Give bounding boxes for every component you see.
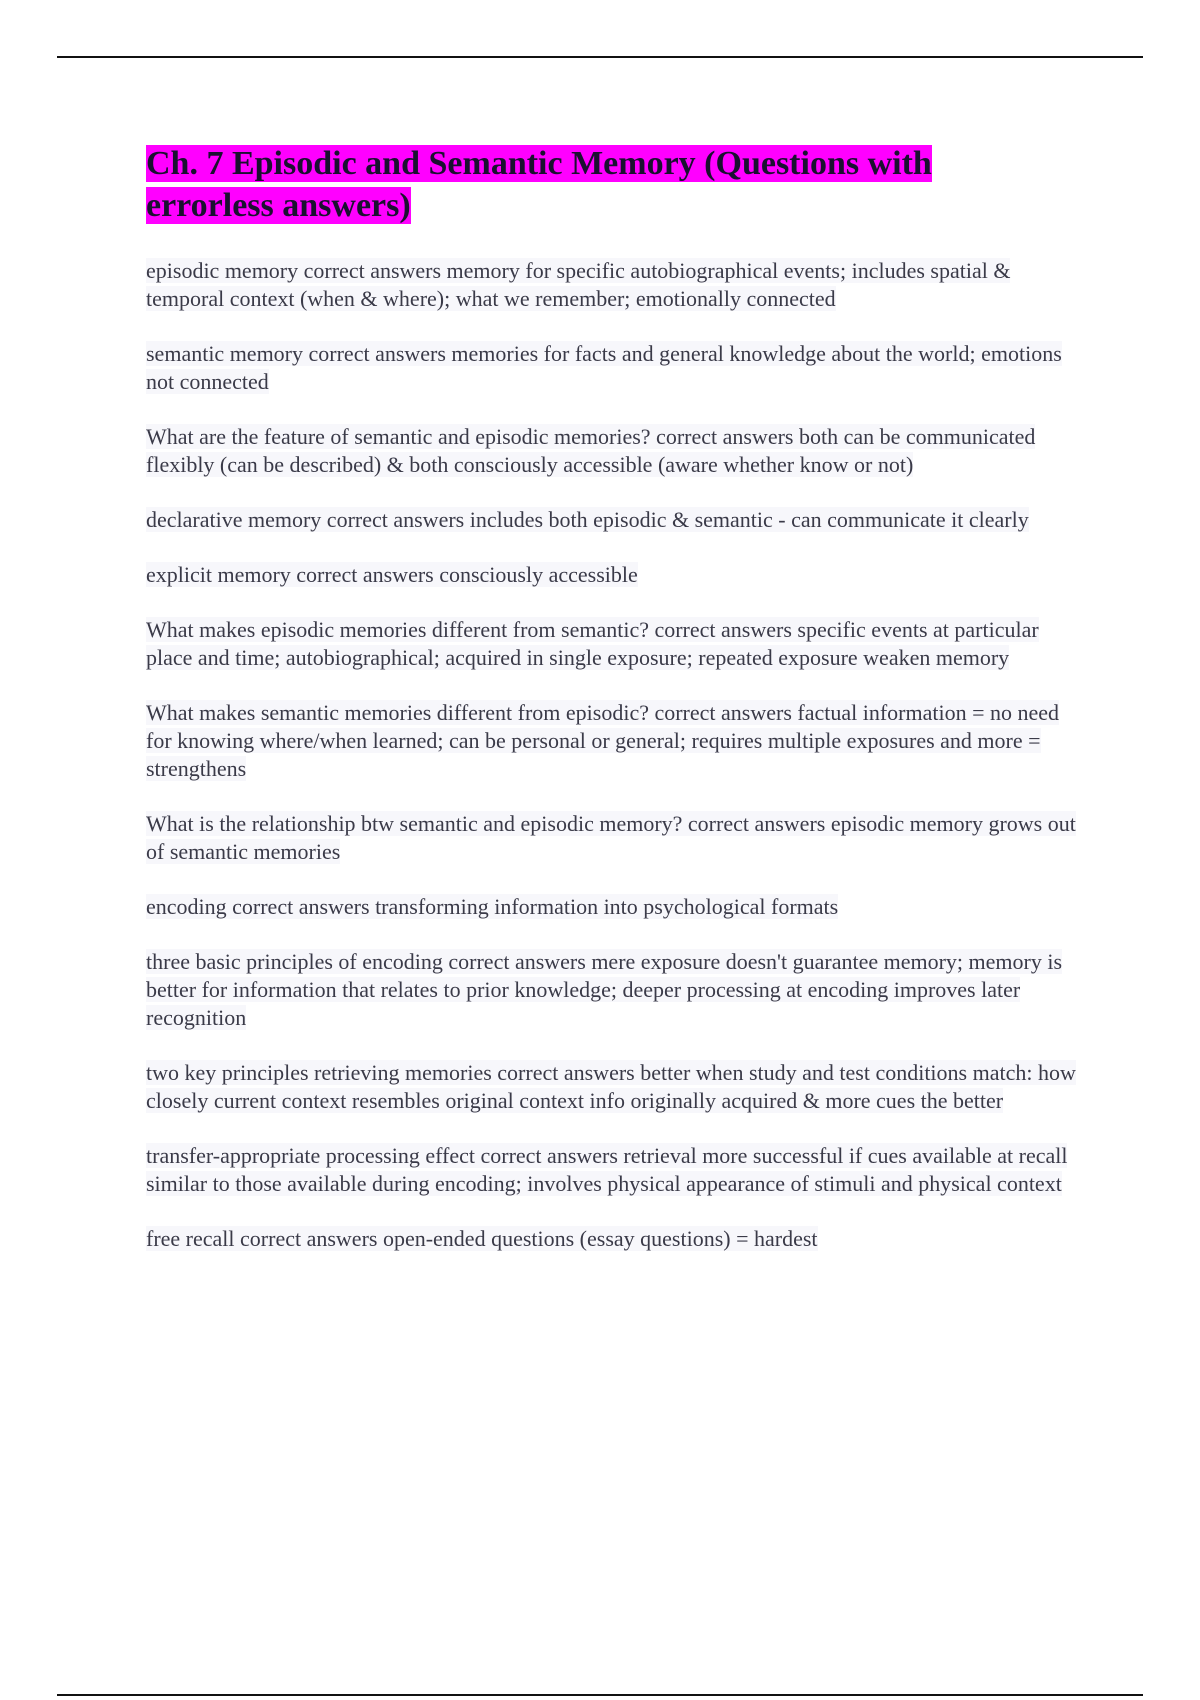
qa-item: [146, 1059, 1086, 1115]
footer-rule: [57, 1694, 1143, 1696]
qa-item: [146, 340, 1086, 396]
qa-item: [146, 1225, 1086, 1253]
document-title: [146, 143, 1006, 227]
qa-text: episodic memory correct answers memory for specific autobiographical events; includes spatial & temporal context (when & where); what we remember; emotionally connected: [146, 258, 1011, 311]
qa-item: [146, 616, 1086, 672]
qa-item: [146, 506, 1086, 534]
qa-text: What makes episodic memories different from semantic? correct answers specific events at particular place and time; autobiographical; acquired in single exposure; repeated exposure weaken memory: [146, 617, 1039, 670]
qa-text: semantic memory correct answers memories for facts and general knowledge about the world; emotions not connected: [146, 341, 1062, 394]
qa-item: [146, 257, 1086, 313]
qa-text: What makes semantic memories different from episodic? correct answers factual information = no need for knowing where/when learned; can be personal or general; requires multiple exposures and more = strengthens: [146, 700, 1060, 781]
qa-text: What are the feature of semantic and episodic memories? correct answers both can be communicated flexibly (can be described) & both consciously accessible (aware whether know or not): [146, 424, 1036, 477]
title-text: Ch. 7 Episodic and Semantic Memory (Questions with errorless answers): [146, 145, 932, 224]
qa-text: free recall correct answers open-ended questions (essay questions) = hardest: [146, 1226, 818, 1251]
qa-text: two key principles retrieving memories correct answers better when study and test conditions match: how closely current context resembles original context info originally acquired & more cues the better: [146, 1060, 1076, 1113]
qa-text: declarative memory correct answers includes both episodic & semantic - can communicate it clearly: [146, 507, 1029, 532]
qa-item: [146, 1142, 1086, 1198]
header-rule: [57, 56, 1143, 58]
qa-text: explicit memory correct answers consciously accessible: [146, 562, 638, 587]
qa-item: [146, 893, 1086, 921]
qa-item: [146, 561, 1086, 589]
document-body: [146, 143, 1086, 1280]
qa-item: [146, 699, 1086, 783]
qa-text: three basic principles of encoding correct answers mere exposure doesn't guarantee memory; memory is better for information that relates to prior knowledge; deeper processing at encoding improves later recognition: [146, 949, 1063, 1030]
qa-text: transfer-appropriate processing effect correct answers retrieval more successful if cues available at recall similar to those available during encoding; involves physical appearance of stimuli and physical context: [146, 1143, 1068, 1196]
qa-item: [146, 423, 1086, 479]
qa-text: encoding correct answers transforming information into psychological formats: [146, 894, 839, 919]
qa-text: What is the relationship btw semantic and episodic memory? correct answers episodic memory grows out of semantic memories: [146, 811, 1076, 864]
qa-item: [146, 948, 1086, 1032]
qa-item: [146, 810, 1086, 866]
